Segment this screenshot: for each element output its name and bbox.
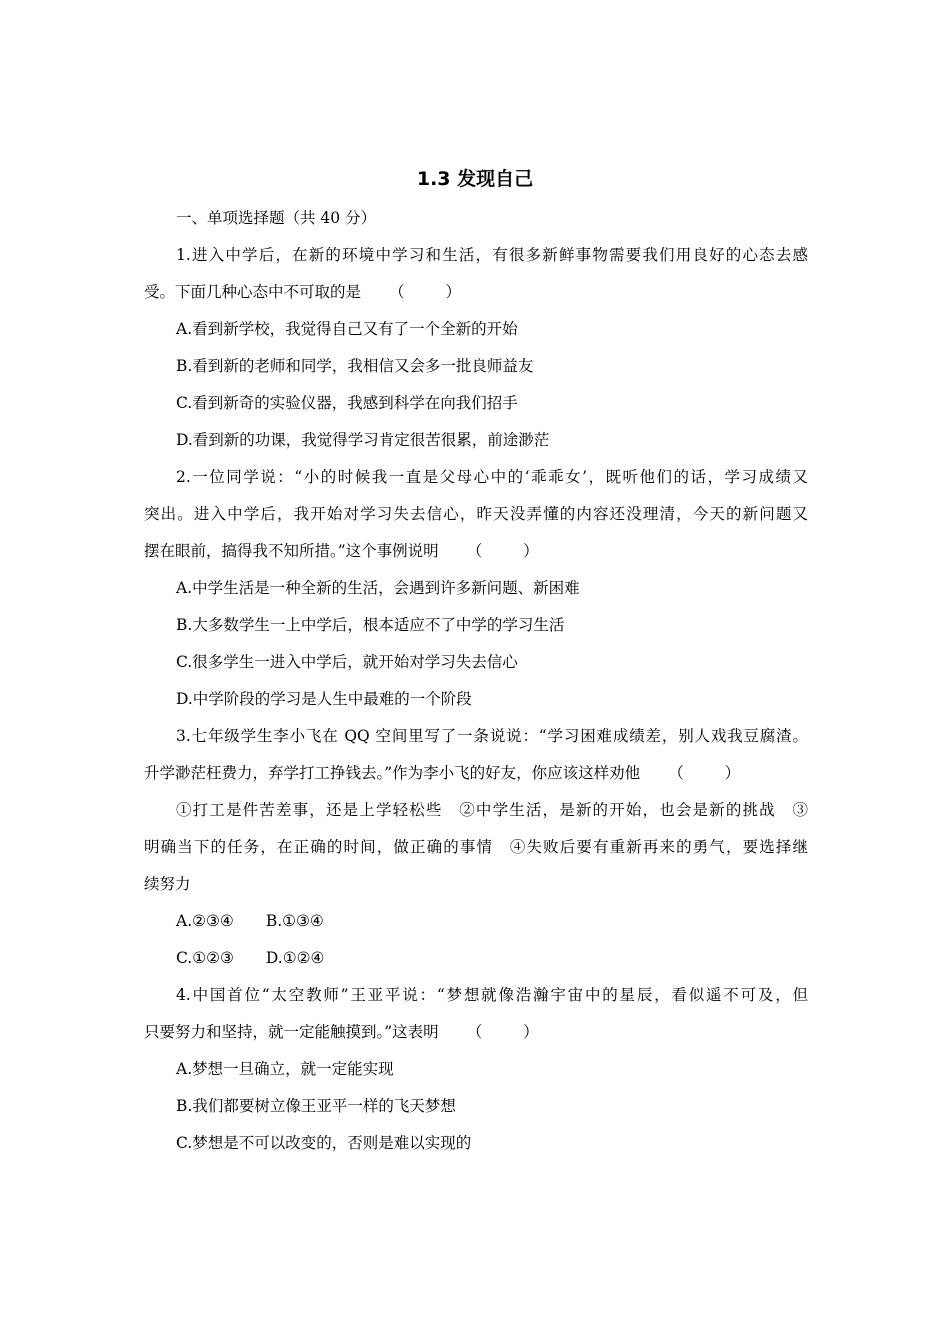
- page-title: 1.3 发现自己: [416, 168, 534, 190]
- q3-options-row2: [144, 940, 808, 977]
- q2-stem-line2: 突出。进入中学后，我开始对学习失去信心，昨天没弄懂的内容还没理清，今天的新问题又: [144, 505, 808, 523]
- q3-stem-line2: [144, 755, 808, 792]
- q3-statements-line3: 续努力: [144, 875, 191, 893]
- q1-option-c: C.看到新奇的实验仪器，我感到科学在向我们招手: [176, 394, 518, 412]
- q4-answer-blank: （ ）: [466, 1023, 557, 1041]
- q1-answer-blank: （ ）: [389, 283, 479, 301]
- q2-option-c: C.很多学生一进入中学后，就开始对学习失去信心: [176, 653, 518, 671]
- q2-option-d: D.中学阶段的学习是人生中最难的一个阶段: [176, 690, 472, 708]
- q3-option-d: D.①②④: [265, 949, 325, 967]
- q3-options-row1: [144, 903, 808, 940]
- q4-stem-line1: 4.中国首位“太空教师”王亚平说：“梦想就像浩瀚宇宙中的星辰，看似遥不可及，但: [176, 986, 808, 1004]
- q2-answer-blank: （ ）: [466, 542, 557, 560]
- q1-stem-line1: 1.进入中学后，在新的环境中学习和生活，有很多新鲜事物需要我们用良好的心态去感: [176, 246, 808, 264]
- q1-option-a: A.看到新学校，我觉得自己又有了一个全新的开始: [176, 320, 518, 338]
- q2-option-a: A.中学生活是一种全新的生活，会遇到许多新问题、新困难: [176, 579, 580, 597]
- q3-option-c: C.①②③: [176, 949, 234, 967]
- q3-stem-line1: 3.七年级学生李小飞在 QQ 空间里写了一条说说：“学习困难成绩差，别人戏我豆腐渣。: [176, 727, 808, 745]
- q3-stem-text: 升学渺茫枉费力，弃学打工挣钱去。”作为李小飞的好友，你应该这样劝他: [144, 764, 641, 782]
- q1-option-d: D.看到新的功课，我觉得学习肯定很苦很累，前途渺茫: [176, 431, 550, 449]
- q1-stem-text: 受。下面几种心态中不可取的是: [144, 283, 362, 301]
- q4-stem-text: 只要努力和坚持，就一定能触摸到。”这表明: [144, 1023, 439, 1041]
- q4-option-c: C.梦想是不可以改变的，否则是难以实现的: [176, 1134, 472, 1152]
- section-heading: 一、单项选择题（共 40 分）: [176, 209, 377, 227]
- q3-option-a: A.②③④: [176, 912, 234, 930]
- q2-stem-text: 摆在眼前，搞得我不知所措。”这个事例说明: [144, 542, 439, 560]
- question-list: [144, 200, 808, 1162]
- q2-option-b: B.大多数学生一上中学后，根本适应不了中学的学习生活: [176, 616, 565, 634]
- q2-stem-line1: 2.一位同学说：“小的时候我一直是父母心中的‘乖乖女’，既听他们的话，学习成绩又: [176, 468, 808, 486]
- q4-stem-line2: [144, 1014, 808, 1051]
- q3-option-b: B.①③④: [265, 912, 324, 930]
- q3-statements-line2: 明确当下的任务，在正确的时间，做正确的事情 ④失败后要有重新再来的勇气，要选择继: [144, 838, 808, 856]
- q3-answer-blank: （ ）: [668, 764, 759, 782]
- q1-option-b: B.看到新的老师和同学，我相信又会多一批良师益友: [176, 357, 534, 375]
- q3-statements-line1: ①打工是件苦差事，还是上学轻松些 ②中学生活，是新的开始，也会是新的挑战 ③: [176, 801, 808, 819]
- q4-option-b: B.我们都要树立像王亚平一样的飞天梦想: [176, 1097, 456, 1115]
- q2-stem-line3: [144, 533, 808, 570]
- q4-option-a: A.梦想一旦确立，就一定能实现: [176, 1060, 394, 1078]
- q1-stem-line2: [144, 274, 808, 311]
